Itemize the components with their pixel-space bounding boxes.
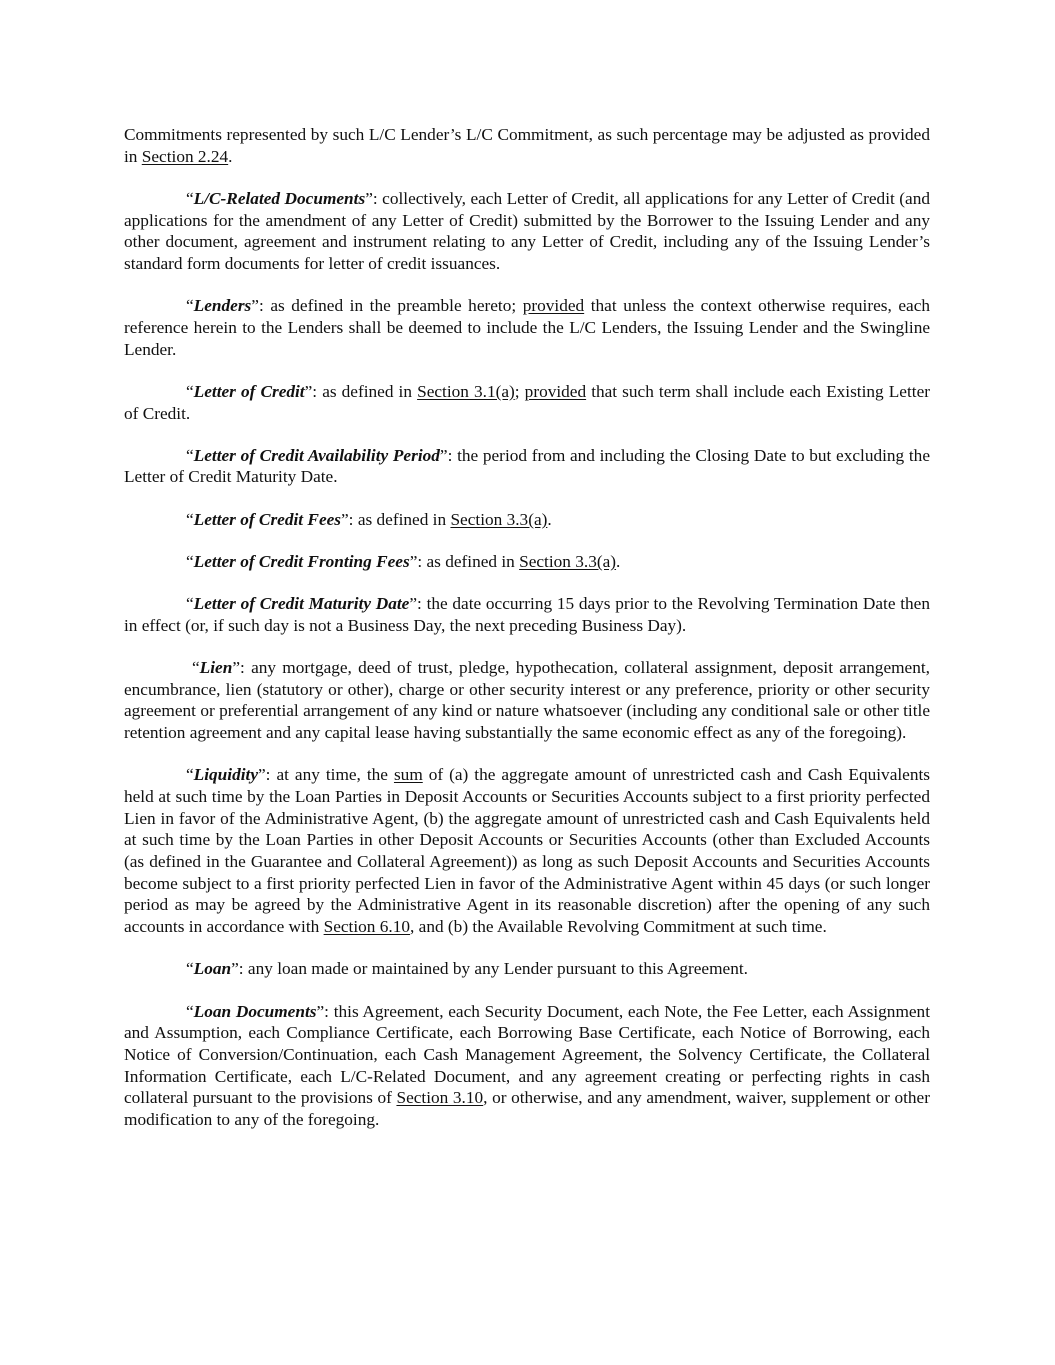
paragraph-continuation: Commitments represented by such L/C Lender’s L/C Commitment, as such percentage may be adjusted as provided in Section 2.24. <box>124 125 930 166</box>
section-reference: Section 3.1(a) <box>417 381 515 401</box>
definition-letter-of-credit-maturity-date: “Letter of Credit Maturity Date”: the date occurring 15 days prior to the Revolving Termination Date then in effect (or, if such day is not a Business Day, the next preceding Business Day). <box>124 594 930 635</box>
definition-liquidity: “Liquidity”: at any time, the sum of (a) the aggregate amount of unrestricted cash and Cash Equivalents held at such time by the Loan Parties in Deposit Accounts or Securities Accounts subject to a first priority perfected Lien in favor of the Administrative Agent, (b) the aggregate amount of unrestricted cash and Cash Equivalents held at such time by the Loan Parties in other Deposit Accounts or Securities Accounts (other than Excluded Accounts (as defined in the Guarantee and Collateral Agreement)) as long as such Deposit Accounts and Securities Accounts become subject to a first priority perfected Lien in favor of the Administrative Agent within 45 days (or such longer period as may be agreed by the Administrative Agent in its reasonable discretion) after the opening of any such accounts in accordance with Section 6.10, and (b) the Available Revolving Commitment at such time. <box>124 765 930 937</box>
provided-emphasis: provided <box>524 381 587 401</box>
defined-term: Letter of Credit Maturity Date <box>193 594 410 614</box>
section-reference: Section 2.24 <box>141 146 229 166</box>
defined-term: Lien <box>199 657 233 677</box>
definition-loan: “Loan”: any loan made or maintained by any Lender pursuant to this Agreement. <box>186 959 748 979</box>
document-page <box>124 124 930 1151</box>
defined-term: Lenders <box>193 296 252 316</box>
section-reference: Section 3.3(a) <box>450 509 548 529</box>
defined-term: Loan Documents <box>193 1001 317 1021</box>
definition-letter-of-credit-fronting-fees: “Letter of Credit Fronting Fees”: as defined in Section 3.3(a). <box>186 551 621 571</box>
section-reference: Section 3.10 <box>396 1088 484 1108</box>
section-reference: Section 6.10 <box>323 917 411 937</box>
definition-letter-of-credit-fees: “Letter of Credit Fees”: as defined in Section 3.3(a). <box>186 509 552 529</box>
provided-emphasis: provided <box>522 296 585 316</box>
defined-term: Liquidity <box>193 765 258 785</box>
defined-term: L/C-Related Documents <box>193 188 366 208</box>
defined-term: Letter of Credit Fronting Fees <box>193 551 410 571</box>
defined-term: Letter of Credit <box>193 381 305 401</box>
definition-lc-related-documents: “L/C-Related Documents”: collectively, each Letter of Credit, all applications for any Letter of Credit (and applications for the amendment of any Letter of Credit) submitted by the Borrower to the Issuing Lender and any other document, agreement and instrument relating to any Letter of Credit, including any of the Issuing Lender’s standard form documents for letter of credit issuances. <box>124 188 930 274</box>
definition-lenders: “Lenders”: as defined in the preamble hereto; provided that unless the context otherwise requires, each reference herein to the Lenders shall be deemed to include the L/C Lenders, the Issuing Lender and the Swingline Lender. <box>124 296 931 359</box>
definition-letter-of-credit-availability-period: “Letter of Credit Availability Period”: the period from and including the Closing Date to but excluding the Letter of Credit Maturity Date. <box>124 445 930 487</box>
section-reference: Section 3.3(a) <box>519 551 617 571</box>
definition-loan-documents: “Loan Documents”: this Agreement, each Security Document, each Note, the Fee Letter, each Assignment and Assumption, each Compliance Certificate, each Borrowing Base Certificate, each Notice of Borrowing, each Notice of Conversion/Continuation, each Cash Management Agreement, the Solvency Certificate, the Collateral Information Certificate, each L/C-Related Document, and any agreement creating or perfecting rights in cash collateral pursuant to the provisions of Section 3.10, or otherwise, and any amendment, waiver, supplement or other modification to any of the foregoing. <box>124 1001 930 1130</box>
sum-emphasis: sum <box>393 765 423 785</box>
definition-letter-of-credit: “Letter of Credit”: as defined in Section 3.1(a); provided that such term shall include each Existing Letter of Credit. <box>124 381 931 423</box>
definition-lien: “Lien”: any mortgage, deed of trust, pledge, hypothecation, collateral assignment, deposit arrangement, encumbrance, lien (statutory or other), charge or other security interest or any preference, priority or other security agreement or preferential arrangement of any kind or nature whatsoever (including any conditional sale or other title retention agreement and any capital lease having substantially the same economic effect as any of the foregoing). <box>124 657 930 743</box>
defined-term: Letter of Credit Fees <box>193 509 342 529</box>
defined-term: Loan <box>193 959 232 979</box>
defined-term: Letter of Credit Availability Period <box>193 445 440 465</box>
